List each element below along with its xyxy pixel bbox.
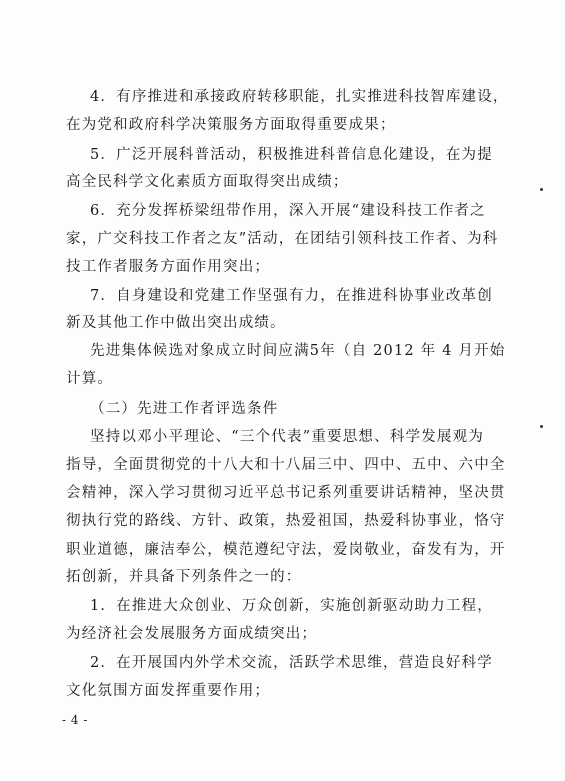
- text-line: 在为党和政府科学决策服务方面取得重要成果；: [66, 117, 396, 133]
- text-line: 1．在推进大众创业、万众创新，实施创新驱动助力工程，: [90, 598, 493, 614]
- section-heading: （二）先进工作者评选条件: [90, 401, 279, 417]
- text-line: 为经济社会发展服务方面成绩突出；: [66, 626, 318, 642]
- text-line: 6．充分发挥桥梁纽带作用，深入开展“建设科技工作者之: [90, 203, 486, 219]
- page-number: - 4 -: [62, 713, 88, 727]
- text-line: 职业道德，廉洁奉公，模范遵纪守法，爱岗敬业，奋发有为，开: [66, 542, 506, 558]
- text-line: 会精神，深入学习贯彻习近平总书记系列重要讲话精神，坚决贯: [66, 485, 506, 501]
- text-line: 指导，全面贯彻党的十八大和十八届三中、四中、五中、六中全: [66, 457, 506, 473]
- text-line: 拓创新，并具备下列条件之一的：: [66, 569, 302, 585]
- text-line: 坚持以邓小平理论、“三个代表”重要思想、科学发展观为: [90, 429, 485, 445]
- text-line: 5．广泛开展科普活动，积极推进科普信息化建设，在为提: [90, 147, 493, 163]
- scan-speck: [540, 425, 543, 428]
- text-line: 彻执行党的路线、方针、政策，热爱祖国，热爱科协事业，恪守: [66, 513, 506, 529]
- text-line: 7．自身建设和党建工作坚强有力，在推进科协事业改革创: [90, 288, 493, 304]
- text-line: 新及其他工作中做出突出成绩。: [66, 315, 286, 331]
- scan-speck: [540, 188, 543, 191]
- text-line: 4．有序推进和承接政府转移职能，扎实推进科技智库建设，: [90, 89, 509, 105]
- text-line: 家，广交科技工作者之友”活动，在团结引领科技工作者、为科: [66, 231, 499, 247]
- text-line: 2．在开展国内外学术交流，活跃学术思维，营造良好科学: [90, 655, 493, 671]
- text-line: 技工作者服务方面作用突出；: [66, 259, 271, 275]
- text-line: 先进集体候选对象成立时间应满5年（自 2012 年 4 月开始: [90, 343, 506, 359]
- text-line: 高全民科学文化素质方面取得突出成绩；: [66, 174, 349, 190]
- text-line: 文化氛围方面发挥重要作用；: [66, 683, 271, 699]
- text-line: 计算。: [66, 371, 114, 387]
